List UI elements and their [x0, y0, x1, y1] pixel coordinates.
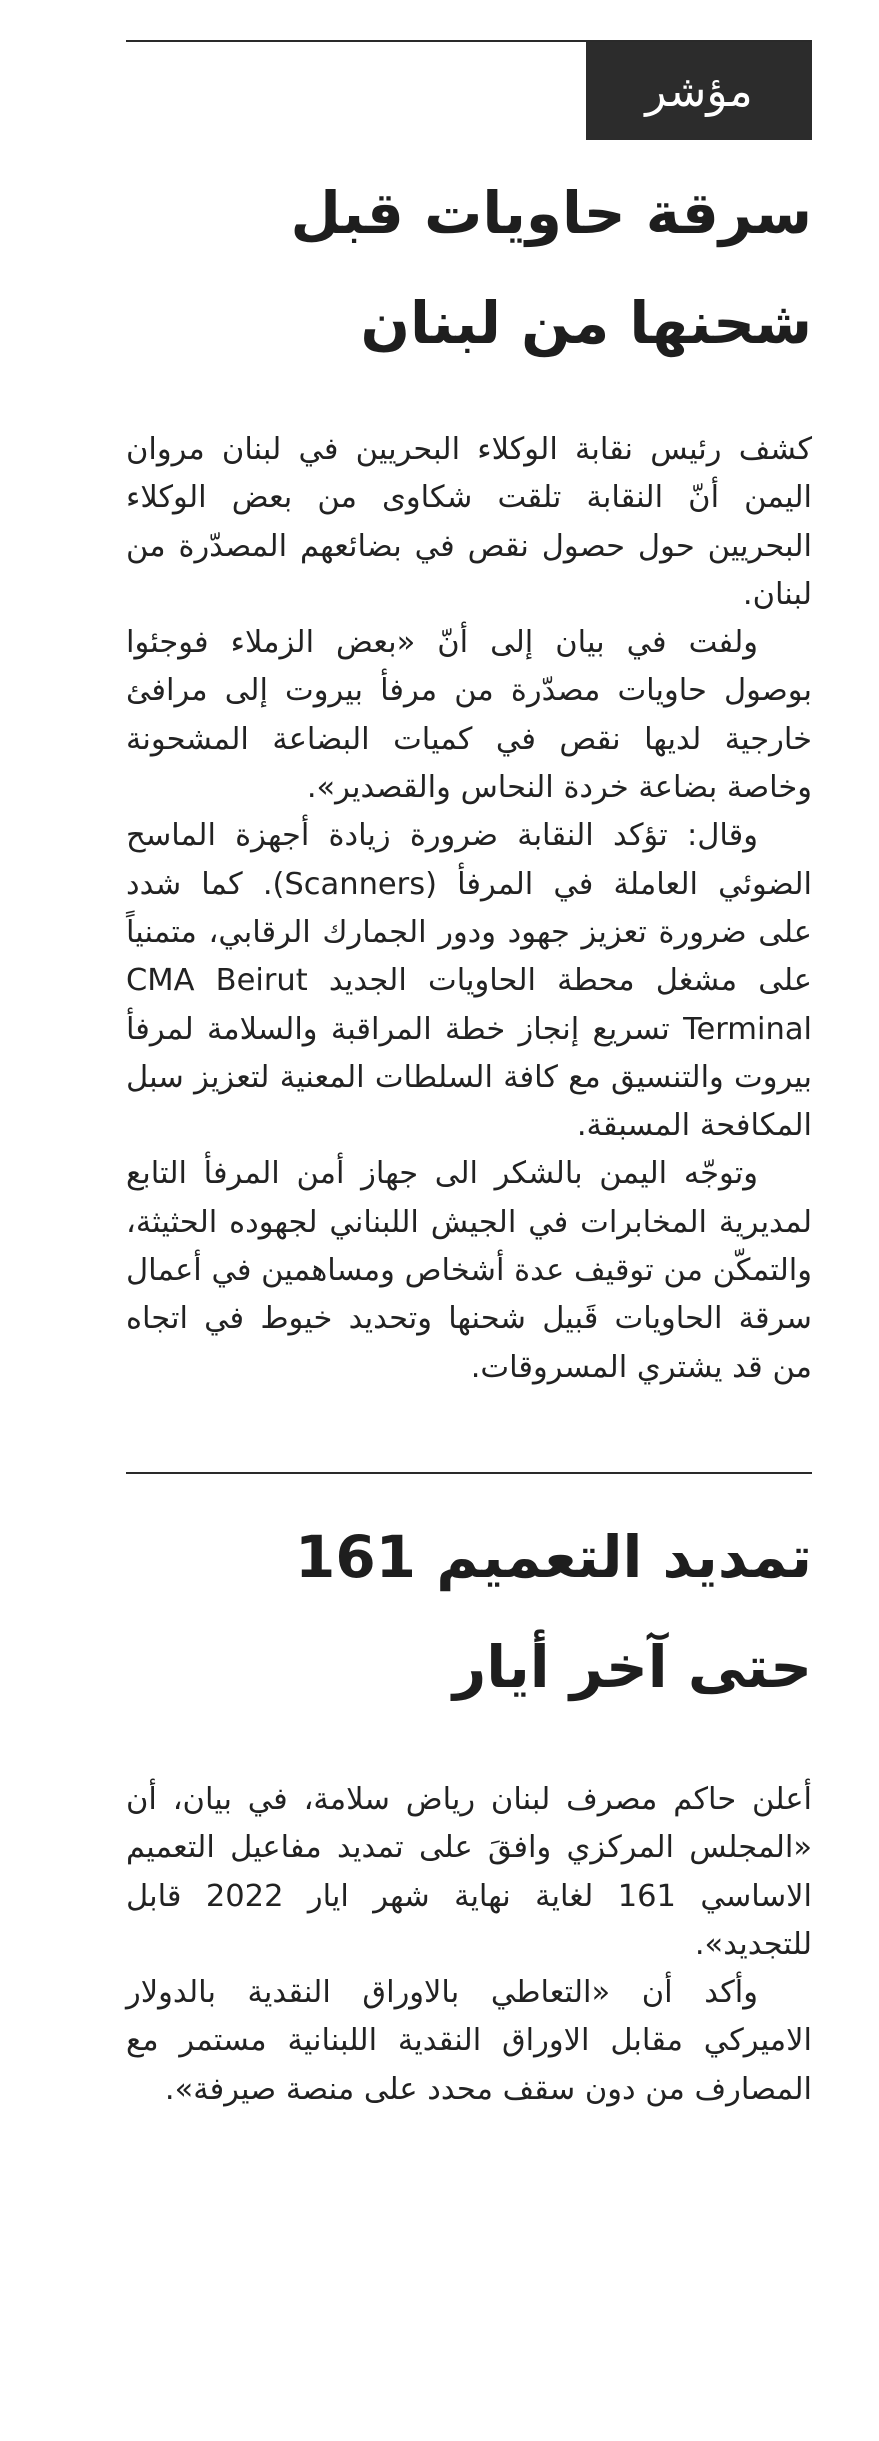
article-body — [126, 426, 812, 1392]
headline-line-2: شحنها من لبنان — [360, 289, 812, 357]
article-container-circular — [126, 1472, 812, 2114]
article-paragraph: ولفت في بيان إلى أنّ «بعض الزملاء فوجئوا بوصول حاويات مصدّرة من مرفأ بيروت إلى مرافئ خارجية لديها نقص في كميات البضاعة المشحونة وخاصة بضاعة خردة النحاس والقصدير». — [126, 625, 812, 806]
article-paragraph: وأكد أن «التعاطي بالاوراق النقدية بالدولار الاميركي مقابل الاوراق النقدية اللبنانية مستمر مع المصارف من دون سقف محدد على منصة صيرفة». — [126, 1975, 812, 2107]
section-tag-row — [126, 42, 812, 140]
article-headline — [126, 1502, 812, 1722]
article-paragraph: أعلن حاكم مصرف لبنان رياض سلامة، في بيان، أن «المجلس المركزي وافقَ على تمديد مفاعيل التعميم الاساسي 161 لغاية نهاية شهر ايار 2022 قابل للتجديد». — [126, 1781, 813, 1962]
section-tag: مؤشر — [586, 42, 812, 140]
article-paragraph: وقال: تؤكد النقابة ضرورة زيادة أجهزة الماسح الضوئي العاملة في المرفأ (Scanners). كما شدد على ضرورة تعزيز جهود ودور الجمارك الرقابي، متمنياً على مشغل محطة الحاويات الجديد CMA Beirut Terminal تسريع إنجاز خطة المراقبة والسلامة لمرفأ بيروت والتنسيق مع كافة السلطات المعنية لتعزيز سبل المكافحة المسبقة. — [126, 818, 813, 1144]
headline-line-1: تمديد التعميم 161 — [294, 1522, 812, 1591]
article-paragraph: كشف رئيس نقابة الوكلاء البحريين في لبنان مروان اليمن أنّ النقابة تلقت شكاوى من بعض الوكلاء البحريين حول حصول نقص في بضائعهم المصدّرة من لبنان. — [126, 432, 812, 612]
article-headline — [126, 158, 812, 378]
article-container-theft — [126, 40, 812, 1392]
article-body — [126, 1776, 812, 2114]
headline-line-1: سرقة حاويات قبل — [290, 179, 812, 247]
article-paragraph: وتوجّه اليمن بالشكر الى جهاز أمن المرفأ التابع لمديرية المخابرات في الجيش اللبناني لجهوده الحثيثة، والتمكّن من توقيف عدة أشخاص ومساهمين في أعمال سرقة الحاويات قَبيل شحنها وتحديد خيوط في اتجاه من قد يشتري المسروقات. — [126, 1156, 812, 1385]
section-divider — [126, 1472, 812, 1474]
headline-line-2: حتى آخر أيار — [452, 1632, 812, 1701]
newspaper-column — [126, 40, 812, 2114]
